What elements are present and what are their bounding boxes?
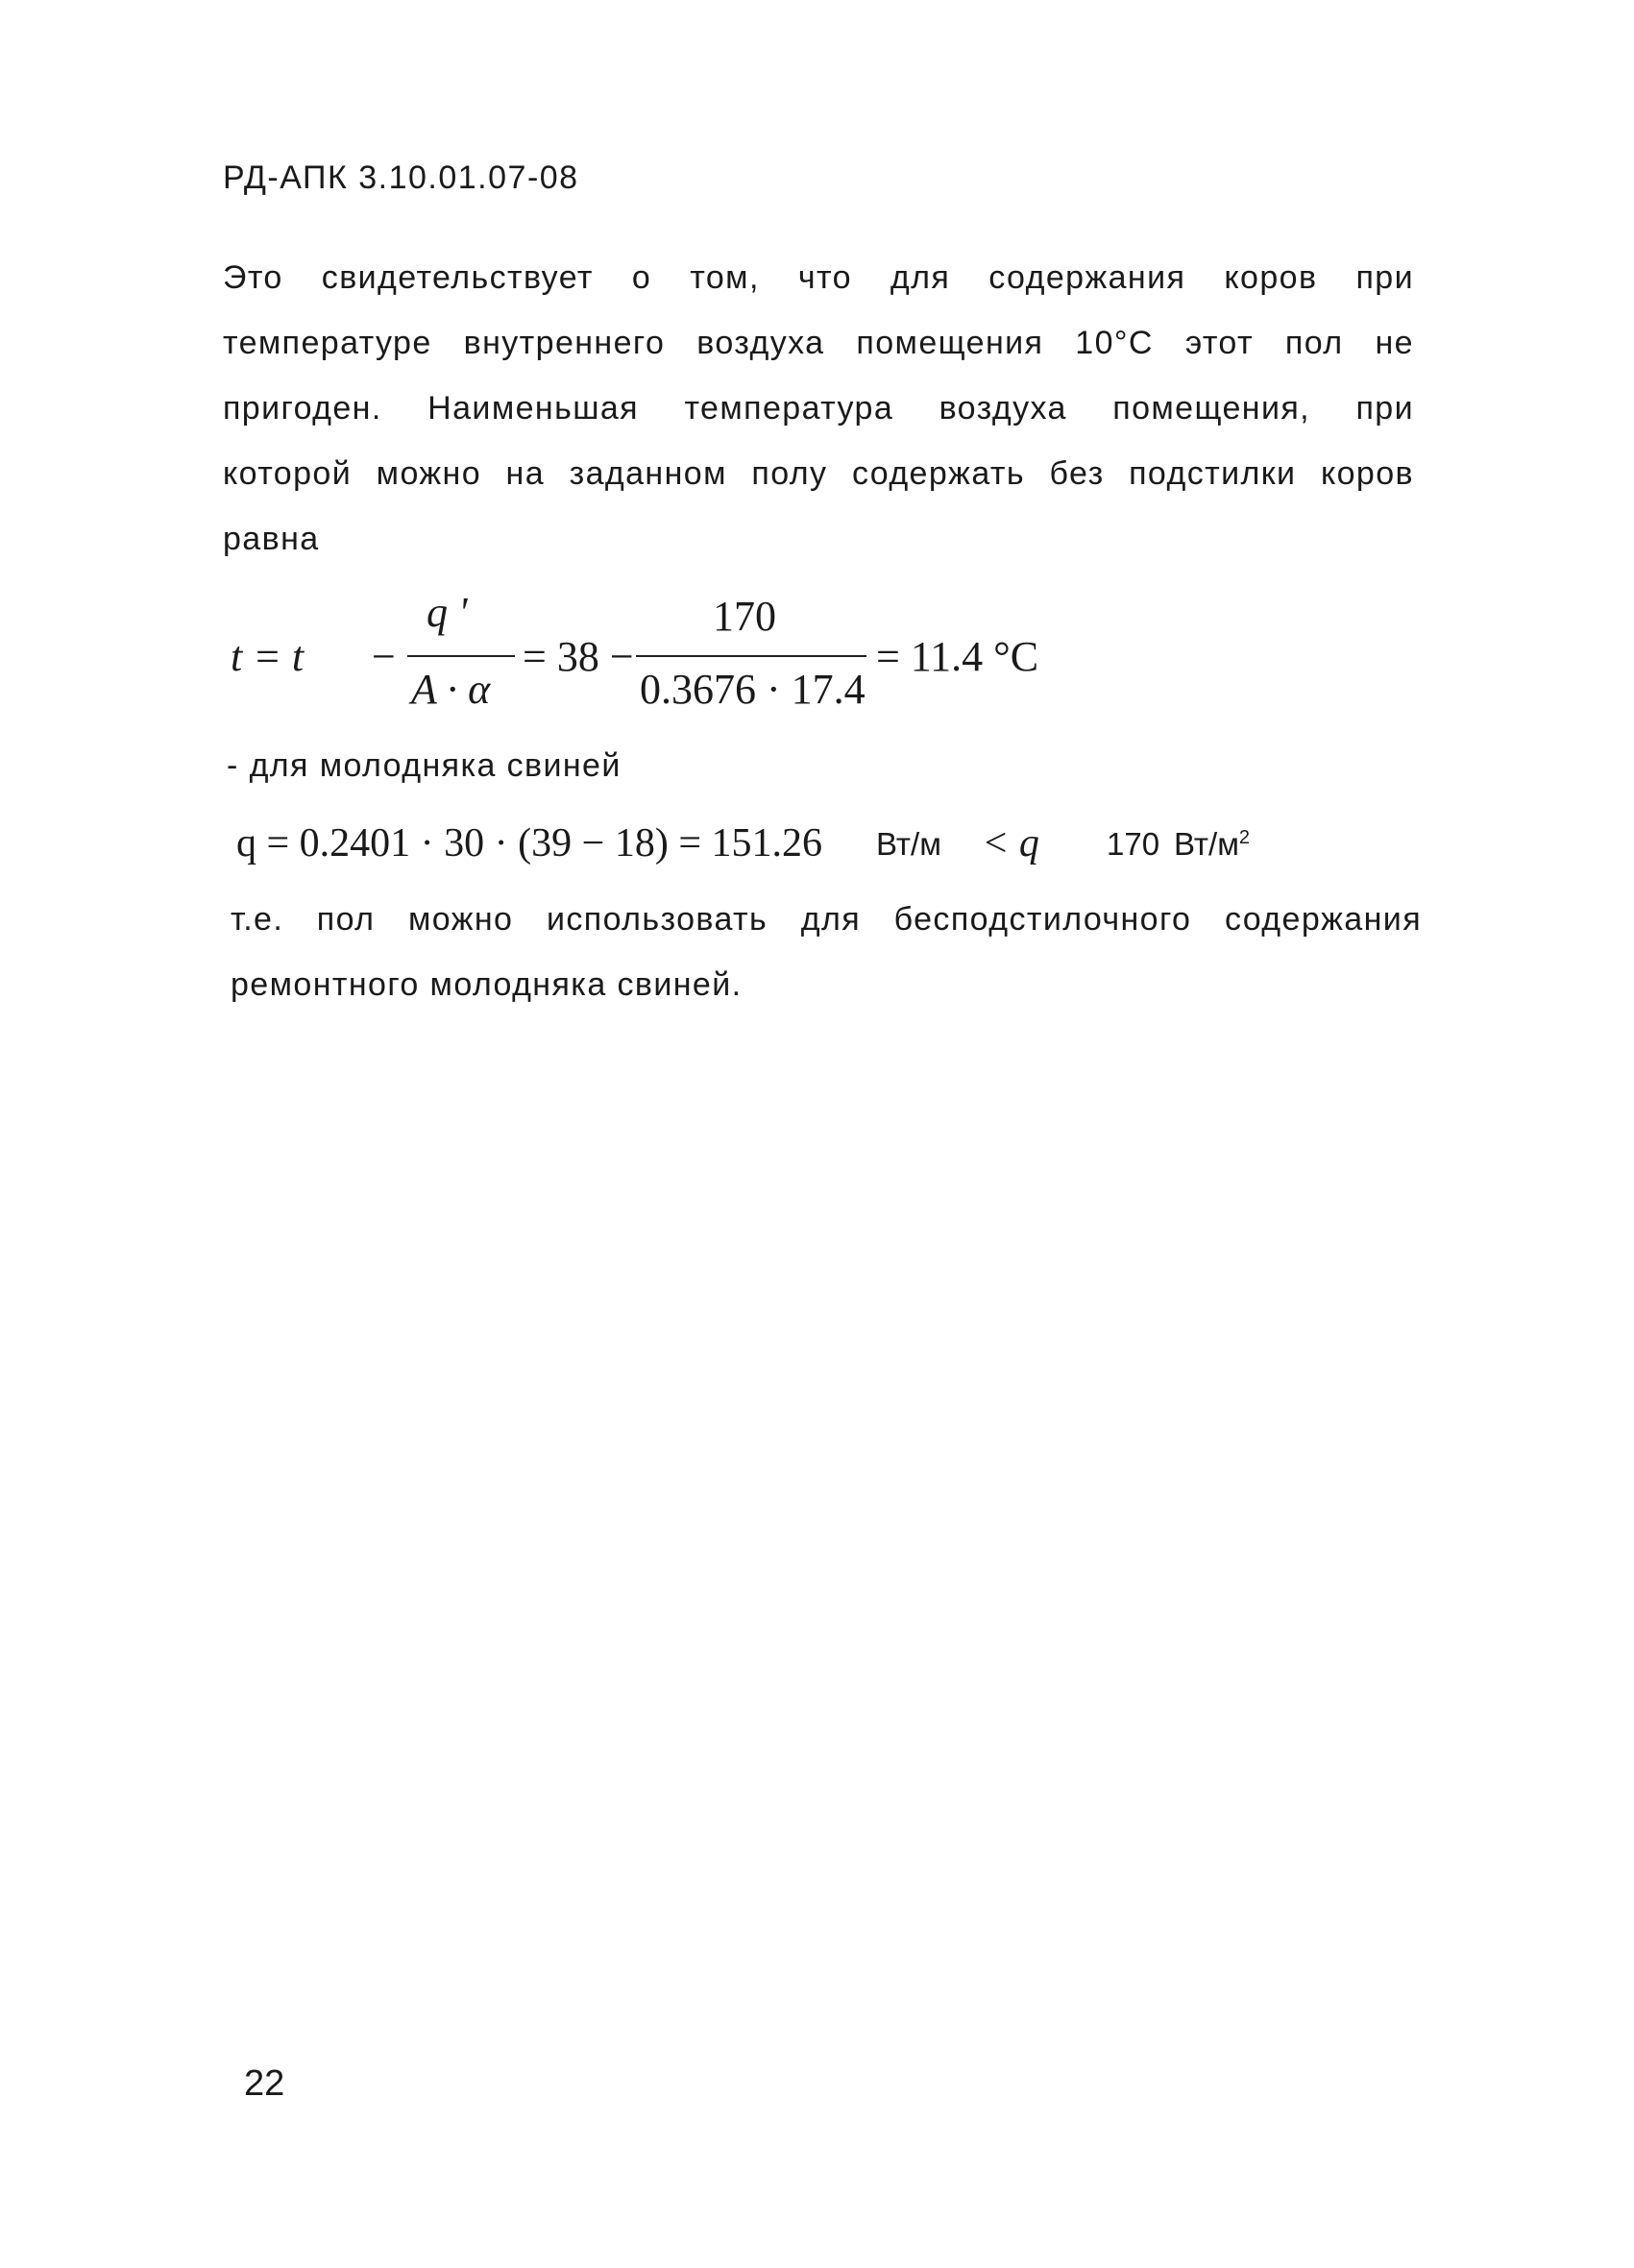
page-number: 22 [244, 2063, 285, 2104]
pig-intro-text: - для молодняка свиней [227, 747, 622, 784]
paragraph-line: т.е. пол можно использовать для бесподстилочного содержания [231, 901, 1422, 938]
formula-heat-flux [223, 815, 1376, 882]
paragraph-line: равна [223, 521, 320, 557]
fraction2-denominator: 0.3676 · 17.4 [640, 666, 866, 713]
fraction1-denominator: A · α [411, 666, 491, 713]
formula-min-temperature [223, 589, 1087, 720]
formula-minus: − [372, 633, 396, 680]
formula-equals-38: = 38 − [523, 633, 634, 680]
paragraph-line: пригоден. Наименьшая температура воздуха помещения, при [223, 390, 1414, 427]
formula2-value2: 170 [1107, 826, 1160, 862]
paragraph-line: температуре внутреннего воздуха помещения 10°С этот пол не [223, 325, 1414, 361]
formula-result: = 11.4 °С [876, 633, 1039, 680]
formula2-comparison: < q [982, 821, 1039, 866]
formula2-expression: q = 0.2401 · 30 · (39 − 18) = 151.26 [236, 821, 823, 866]
paragraph-line: Это свидетельствует о том, что для содержания коров при [223, 259, 1414, 296]
fraction1-numerator: q ' [427, 589, 468, 636]
formula2-unit2 [1174, 826, 1250, 863]
fraction1-bar [407, 655, 515, 657]
paragraph-line: которой можно на заданном полу содержать без подстилки коров [223, 455, 1414, 492]
paragraph-line: ремонтного молодняка свиней. [231, 966, 743, 1003]
formula2-unit2-text: Вт/м [1174, 826, 1239, 862]
formula2-unit1: Вт/м [876, 826, 941, 862]
fraction2-numerator: 170 [713, 593, 776, 640]
formula2-unit2-sup: 2 [1238, 827, 1251, 848]
fraction2-bar [636, 655, 866, 657]
document-code: РД-АПК 3.10.01.07-08 [223, 159, 579, 196]
formula-lhs: t = t [231, 633, 305, 680]
